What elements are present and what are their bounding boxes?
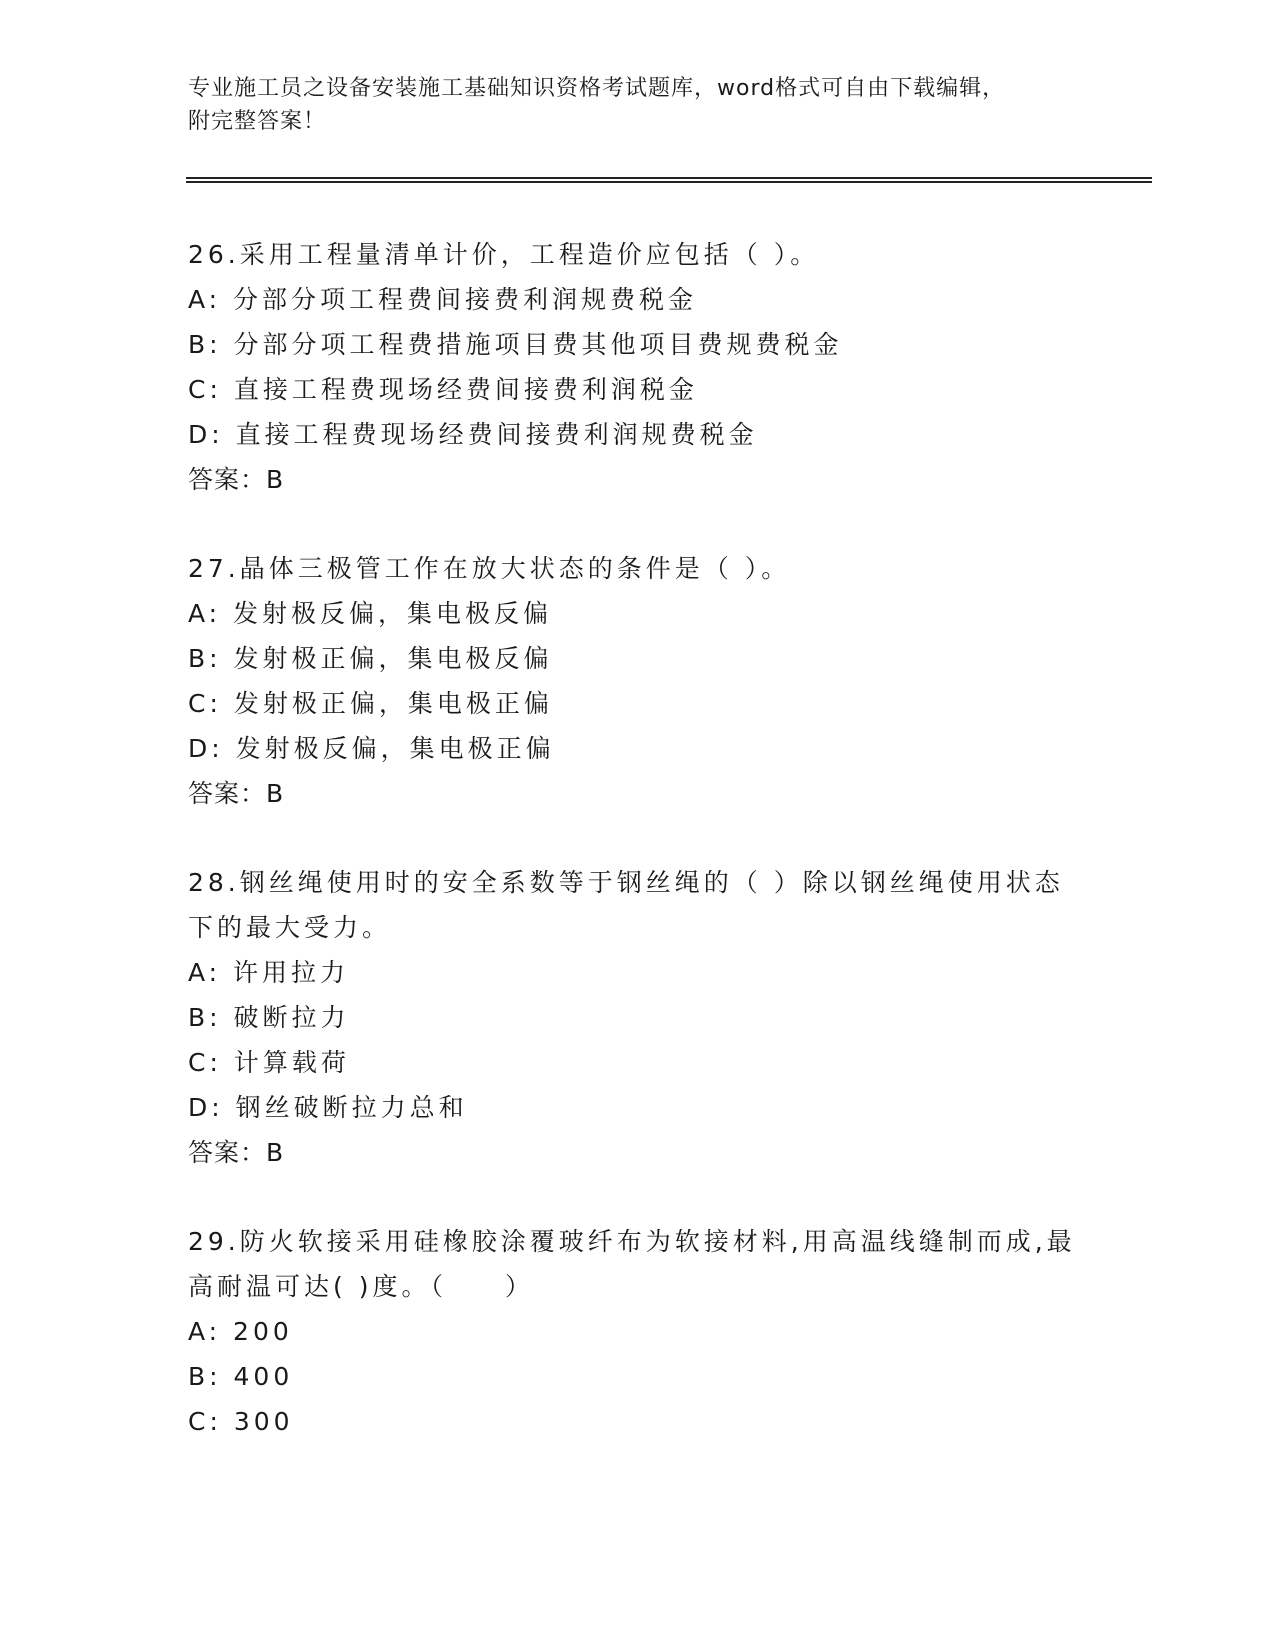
option-d: D: 钢丝破断拉力总和 <box>188 1093 468 1122</box>
question-stem-continued: 下的最大受力。 <box>188 913 392 942</box>
question-stem: 29.防火软接采用硅橡胶涂覆玻纤布为软接材料,用高温线缝制而成,最 <box>188 1227 1076 1256</box>
question-list <box>188 232 1088 1488</box>
question-stem: 27.晶体三极管工作在放大状态的条件是（ ）。 <box>188 554 791 583</box>
option-d: D: 直接工程费现场经费间接费利润规费税金 <box>188 420 758 449</box>
option-b: B: 发射极正偏，集电极反偏 <box>188 644 553 673</box>
option-a: A: 200 <box>188 1317 293 1346</box>
question-27 <box>188 546 1088 816</box>
option-a: A: 发射极反偏，集电极反偏 <box>188 599 553 628</box>
option-b: B: 400 <box>188 1362 294 1391</box>
option-c: C: 300 <box>188 1407 294 1436</box>
option-c: C: 发射极正偏，集电极正偏 <box>188 689 553 718</box>
option-c: C: 计算载荷 <box>188 1048 350 1077</box>
header-title-line-2: 附完整答案！ <box>188 109 327 134</box>
question-stem: 26.采用工程量清单计价，工程造价应包括（ ）。 <box>188 240 820 269</box>
question-26 <box>188 232 1088 502</box>
question-stem: 28.钢丝绳使用时的安全系数等于钢丝绳的（ ）除以钢丝绳使用状态 <box>188 868 1064 897</box>
answer: 答案：B <box>188 779 285 808</box>
question-28 <box>188 860 1088 1175</box>
option-a: A: 分部分项工程费间接费利润规费税金 <box>188 285 698 314</box>
question-stem-continued: 高耐温可达( )度。（ ） <box>188 1272 534 1301</box>
document-header <box>188 72 1088 138</box>
header-title-line-1: 专业施工员之设备安装施工基础知识资格考试题库，word格式可自由下载编辑， <box>188 76 1006 101</box>
option-a: A: 许用拉力 <box>188 958 350 987</box>
option-d: D: 发射极反偏，集电极正偏 <box>188 734 555 763</box>
header-double-rule <box>186 177 1152 183</box>
question-29 <box>188 1219 1088 1444</box>
option-b: B: 破断拉力 <box>188 1003 350 1032</box>
option-b: B: 分部分项工程费措施项目费其他项目费规费税金 <box>188 330 843 359</box>
answer: 答案：B <box>188 465 285 494</box>
answer: 答案：B <box>188 1138 285 1167</box>
option-c: C: 直接工程费现场经费间接费利润税金 <box>188 375 698 404</box>
